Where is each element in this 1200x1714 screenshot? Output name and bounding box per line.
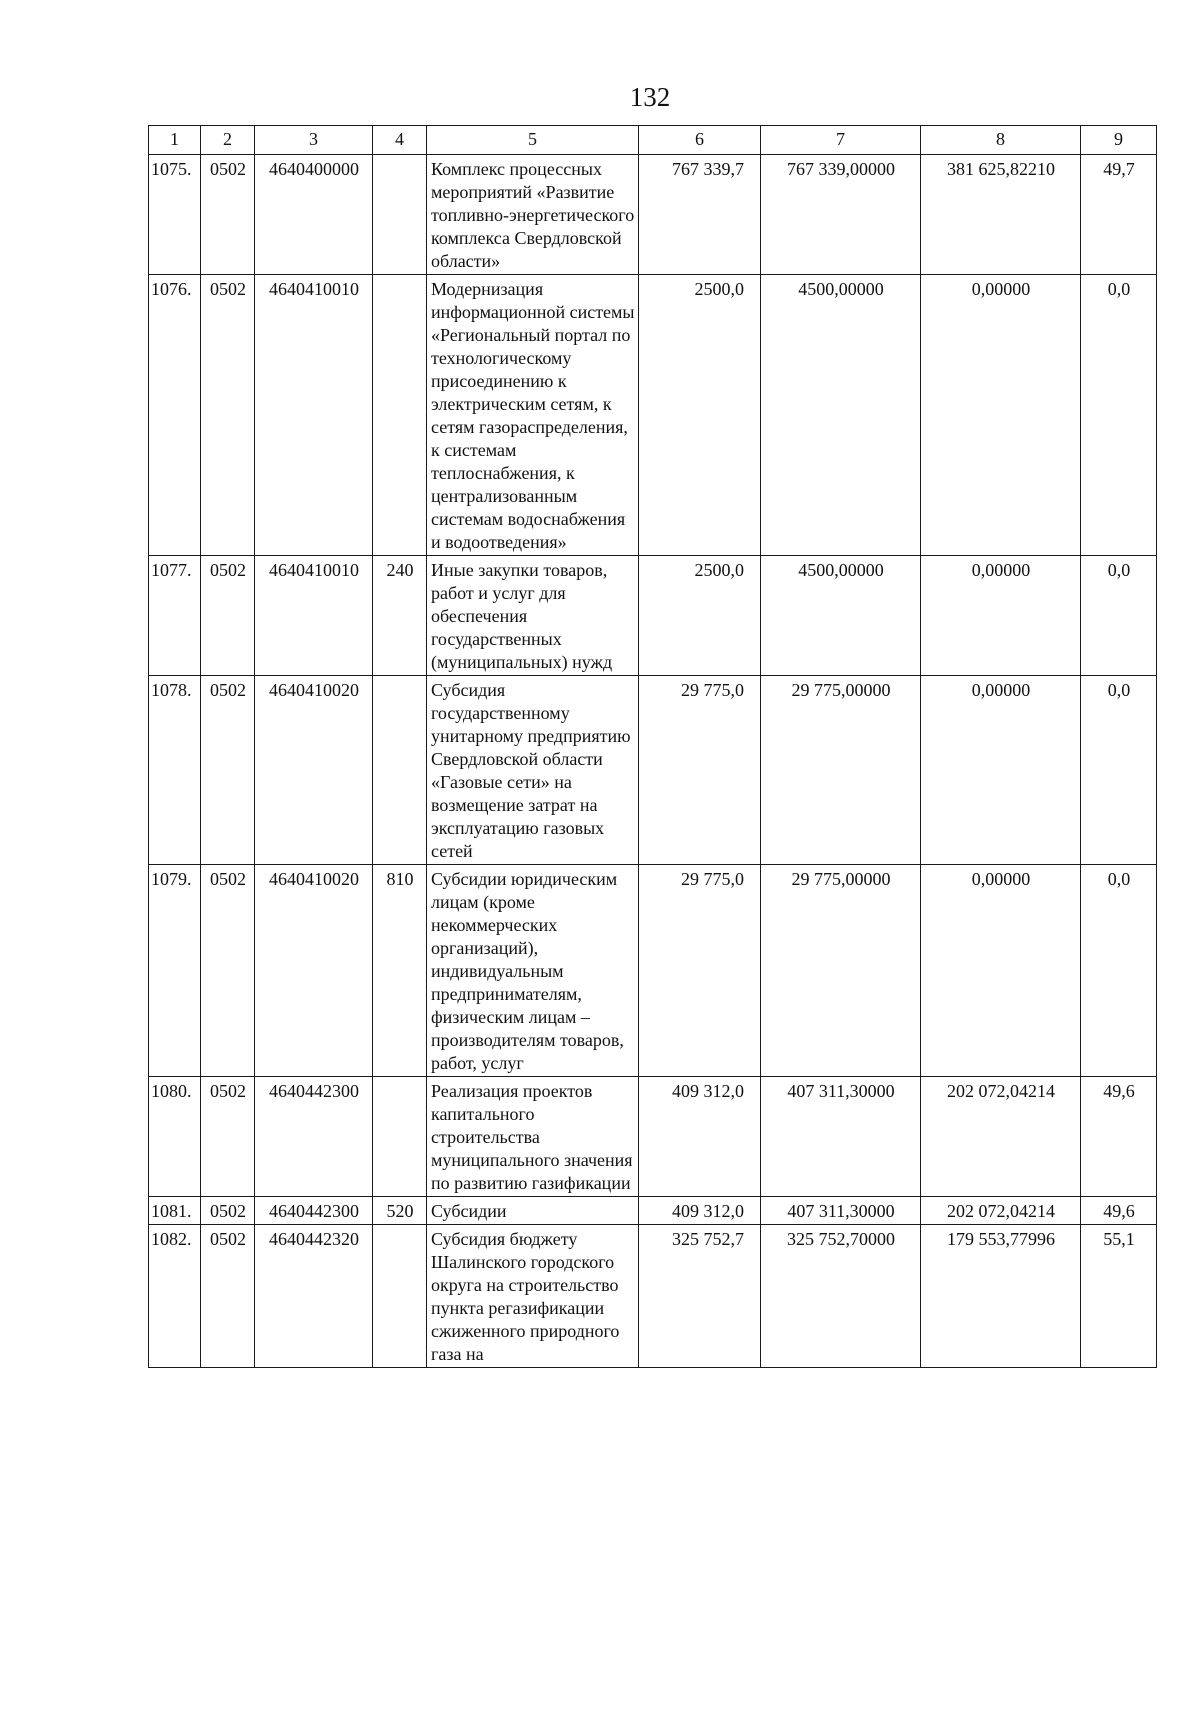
column-header: 2 [201, 126, 255, 155]
execution-percent: 0,0 [1081, 275, 1157, 556]
target-code: 4640400000 [255, 155, 373, 275]
planned-amount: 29 775,00000 [761, 865, 921, 1077]
approved-amount: 767 339,7 [639, 155, 761, 275]
item-name: Модернизация информационной системы «Региональный портал по технологическому присоединению к электрическим сетям, к сетям газораспределения, к системам теплоснабжения, к централизованным системам водоснабжения и водоотведения» [427, 275, 639, 556]
row-number: 1077. [149, 556, 201, 676]
table-row [149, 275, 1157, 556]
table-row [149, 1197, 1157, 1225]
execution-percent: 0,0 [1081, 676, 1157, 865]
table-row [149, 1225, 1157, 1368]
planned-amount: 4500,00000 [761, 275, 921, 556]
expense-type-code [373, 676, 427, 865]
approved-amount: 409 312,0 [639, 1077, 761, 1197]
section-code: 0502 [201, 155, 255, 275]
target-code: 4640410010 [255, 275, 373, 556]
row-number: 1079. [149, 865, 201, 1077]
approved-amount: 2500,0 [639, 556, 761, 676]
page-number: 132 [629, 82, 671, 112]
item-name: Комплекс процессных мероприятий «Развитие топливно-энергетического комплекса Свердловской области» [427, 155, 639, 275]
executed-amount: 381 625,82210 [921, 155, 1081, 275]
item-name: Субсидии [427, 1197, 639, 1225]
column-header: 1 [149, 126, 201, 155]
table-row [149, 865, 1157, 1077]
executed-amount: 0,00000 [921, 556, 1081, 676]
execution-percent: 55,1 [1081, 1225, 1157, 1368]
approved-amount: 29 775,0 [639, 865, 761, 1077]
execution-percent: 0,0 [1081, 865, 1157, 1077]
column-header: 4 [373, 126, 427, 155]
column-header: 5 [427, 126, 639, 155]
approved-amount: 409 312,0 [639, 1197, 761, 1225]
target-code: 4640410020 [255, 676, 373, 865]
row-number: 1075. [149, 155, 201, 275]
column-header: 8 [921, 126, 1081, 155]
executed-amount: 202 072,04214 [921, 1197, 1081, 1225]
section-code: 0502 [201, 1225, 255, 1368]
executed-amount: 0,00000 [921, 865, 1081, 1077]
target-code: 4640442300 [255, 1197, 373, 1225]
target-code: 4640410020 [255, 865, 373, 1077]
item-name: Субсидия государственному унитарному предприятию Свердловской области «Газовые сети» на возмещение затрат на эксплуатацию газовых сетей [427, 676, 639, 865]
expense-type-code [373, 1225, 427, 1368]
column-header: 9 [1081, 126, 1157, 155]
row-number: 1078. [149, 676, 201, 865]
planned-amount: 4500,00000 [761, 556, 921, 676]
expense-type-code [373, 1077, 427, 1197]
section-code: 0502 [201, 275, 255, 556]
section-code: 0502 [201, 1197, 255, 1225]
table-row [149, 1077, 1157, 1197]
section-code: 0502 [201, 1077, 255, 1197]
column-header: 7 [761, 126, 921, 155]
item-name: Реализация проектов капитального строительства муниципального значения по развитию газификации [427, 1077, 639, 1197]
executed-amount: 202 072,04214 [921, 1077, 1081, 1197]
execution-percent: 0,0 [1081, 556, 1157, 676]
executed-amount: 179 553,77996 [921, 1225, 1081, 1368]
executed-amount: 0,00000 [921, 676, 1081, 865]
column-header: 3 [255, 126, 373, 155]
expense-type-code: 240 [373, 556, 427, 676]
expense-type-code [373, 155, 427, 275]
expense-type-code: 810 [373, 865, 427, 1077]
section-code: 0502 [201, 676, 255, 865]
target-code: 4640442300 [255, 1077, 373, 1197]
planned-amount: 407 311,30000 [761, 1197, 921, 1225]
row-number: 1081. [149, 1197, 201, 1225]
target-code: 4640442320 [255, 1225, 373, 1368]
approved-amount: 2500,0 [639, 275, 761, 556]
table-row [149, 556, 1157, 676]
execution-percent: 49,7 [1081, 155, 1157, 275]
table-row [149, 676, 1157, 865]
column-header: 6 [639, 126, 761, 155]
item-name: Субсидии юридическим лицам (кроме некоммерческих организаций), индивидуальным предпринимателям, физическим лицам – производителям товаров, работ, услуг [427, 865, 639, 1077]
target-code: 4640410010 [255, 556, 373, 676]
table-row [149, 155, 1157, 275]
item-name: Иные закупки товаров, работ и услуг для обеспечения государственных (муниципальных) нужд [427, 556, 639, 676]
item-name: Субсидия бюджету Шалинского городского округа на строительство пункта регазификации сжиженного природного газа на [427, 1225, 639, 1368]
planned-amount: 325 752,70000 [761, 1225, 921, 1368]
row-number: 1082. [149, 1225, 201, 1368]
budget-table [148, 125, 1157, 1368]
row-number: 1080. [149, 1077, 201, 1197]
header-row [149, 126, 1157, 155]
planned-amount: 767 339,00000 [761, 155, 921, 275]
expense-type-code: 520 [373, 1197, 427, 1225]
executed-amount: 0,00000 [921, 275, 1081, 556]
execution-percent: 49,6 [1081, 1197, 1157, 1225]
row-number: 1076. [149, 275, 201, 556]
expense-type-code [373, 275, 427, 556]
section-code: 0502 [201, 556, 255, 676]
approved-amount: 29 775,0 [639, 676, 761, 865]
execution-percent: 49,6 [1081, 1077, 1157, 1197]
section-code: 0502 [201, 865, 255, 1077]
planned-amount: 29 775,00000 [761, 676, 921, 865]
approved-amount: 325 752,7 [639, 1225, 761, 1368]
planned-amount: 407 311,30000 [761, 1077, 921, 1197]
